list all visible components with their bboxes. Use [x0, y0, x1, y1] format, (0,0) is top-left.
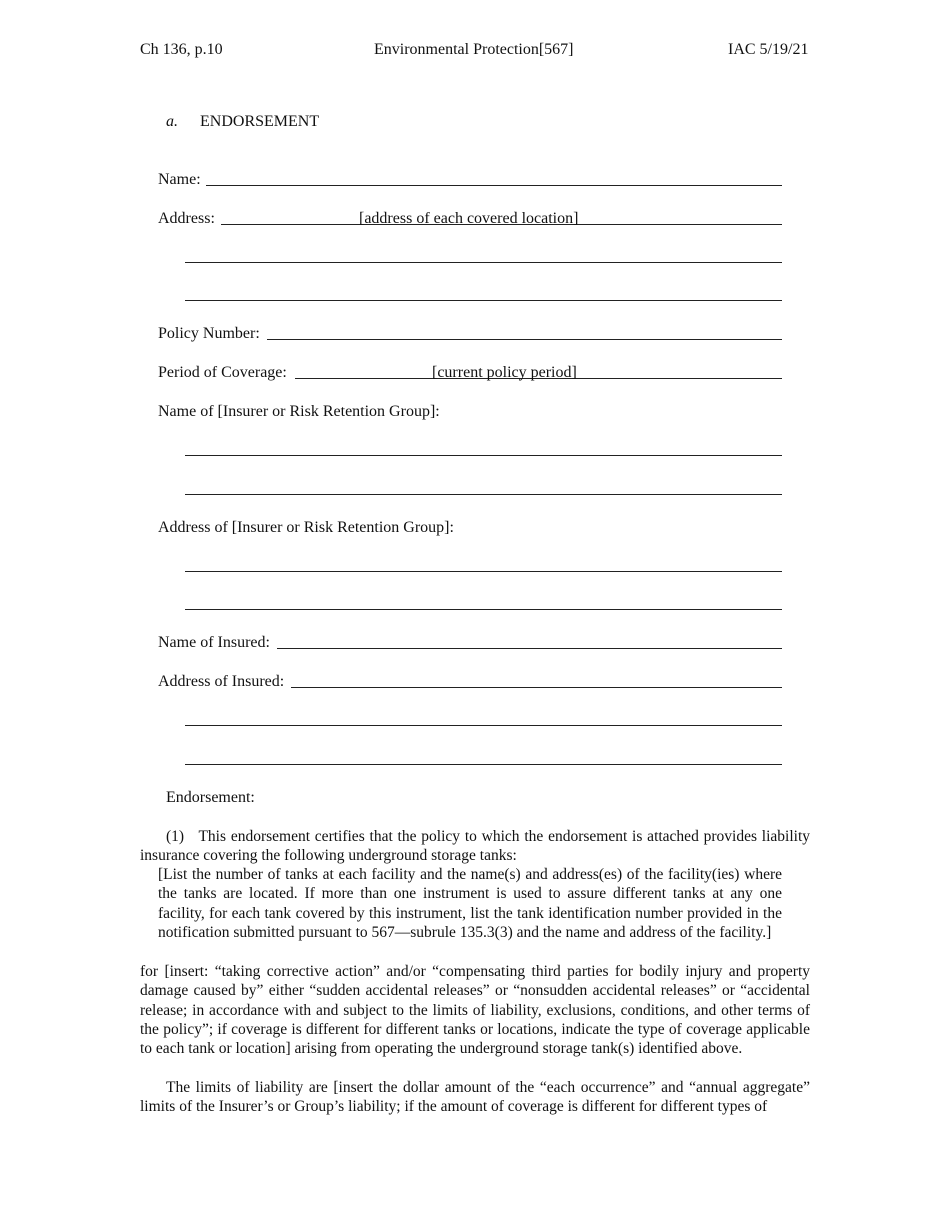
- period-hint: [current policy period]: [432, 364, 577, 381]
- endorsement-paragraph-3: The limits of liability are [insert the dollar amount of the “each occurrence” and “annual aggregate” limits of the Insurer’s or Group’s liability; if the amount of coverage is different for different types of: [140, 1079, 810, 1116]
- address-label: Address:: [158, 210, 215, 227]
- address-line-3[interactable]: [185, 300, 782, 301]
- insured-address-label: Address of Insured:: [158, 673, 285, 690]
- insured-address-line-2[interactable]: [185, 725, 782, 726]
- section-marker: a.: [166, 113, 178, 130]
- insurer-name-line-2[interactable]: [185, 494, 782, 495]
- period-label: Period of Coverage:: [158, 364, 287, 381]
- header-chapter-page: Ch 136, p.10: [140, 41, 223, 58]
- insured-address-field-line[interactable]: [291, 687, 782, 688]
- insurer-name-label: Name of [Insurer or Risk Retention Group]:: [158, 403, 440, 420]
- policy-number-label: Policy Number:: [158, 325, 260, 342]
- policy-number-field-line[interactable]: [267, 339, 782, 340]
- header-date: IAC 5/19/21: [728, 41, 809, 58]
- insurer-address-line-1[interactable]: [185, 571, 782, 572]
- insured-address-line-3[interactable]: [185, 764, 782, 765]
- endorsement-paragraph-2: for [insert: “taking corrective action” and/or “compensating third parties for bodily injury and property damage caused by” either “sudden accidental releases” or “nonsudden accidental releases” or “accidental release; in accordance with and subject to the limits of liability, exclusions, conditions, and other terms of the policy”; if coverage is different for different tanks or locations, indicate the type of coverage applicable to each tank or location] arising from operating the underground storage tank(s) identified above.: [140, 963, 810, 1058]
- insured-name-field-line[interactable]: [277, 648, 782, 649]
- insurer-address-label: Address of [Insurer or Risk Retention Group]:: [158, 519, 454, 536]
- paragraph-number: (1): [166, 828, 185, 845]
- section-title: ENDORSEMENT: [200, 113, 320, 130]
- name-label: Name:: [158, 171, 201, 188]
- insured-name-label: Name of Insured:: [158, 634, 270, 651]
- paragraph-1-text: This endorsement certifies that the policy to which the endorsement is attached provides liability insurance covering the following underground storage tanks:: [140, 828, 810, 865]
- insurer-name-line-1[interactable]: [185, 455, 782, 456]
- address-line-2[interactable]: [185, 262, 782, 263]
- tank-list-instructions: [List the number of tanks at each facility and the name(s) and address(es) of the facility(ies) where the tanks are located. If more than one instrument is used to assure different tanks at any one facility, for each tank covered by this instrument, list the tank identification number provided in the notification submitted pursuant to 567—subrule 135.3(3) and the name and address of the facility.]: [158, 866, 782, 941]
- endorsement-paragraph-1: [140, 827, 810, 866]
- header-agency: Environmental Protection[567]: [374, 41, 574, 58]
- insurer-address-line-2[interactable]: [185, 609, 782, 610]
- name-field-line[interactable]: [206, 185, 782, 186]
- address-hint: [address of each covered location]: [359, 210, 579, 227]
- endorsement-heading: Endorsement:: [166, 789, 255, 806]
